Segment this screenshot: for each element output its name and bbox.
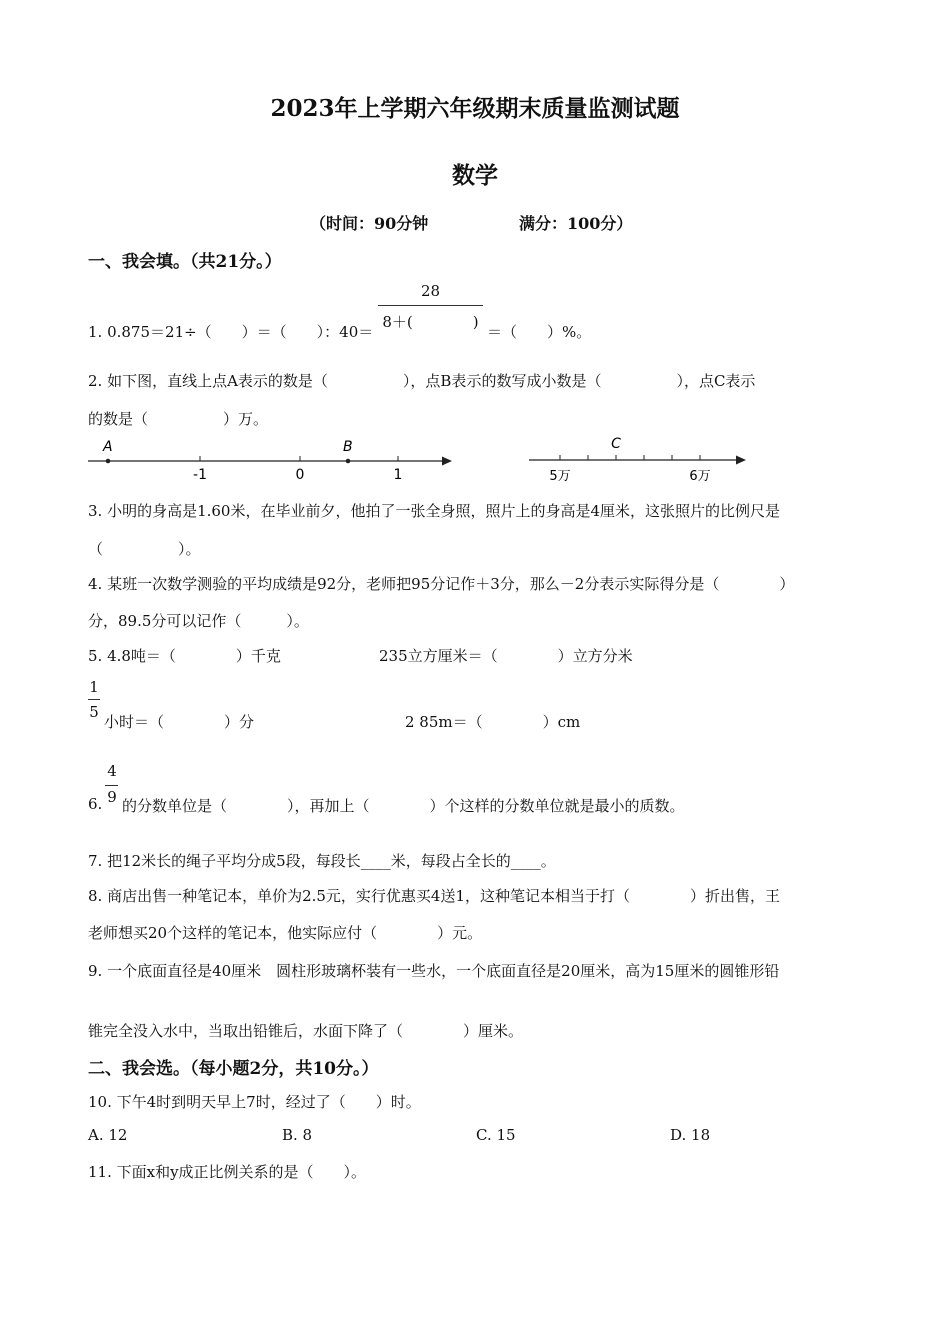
tick-5wan-label: 5万 [549, 469, 571, 484]
q2-line-2: 的数是（ ）万。 [88, 410, 269, 428]
exam-score: 满分：100分） [519, 214, 633, 233]
point-b-dot [346, 459, 351, 464]
exam-title: 2023年上学期六年级期末质量监测试题 [270, 95, 680, 122]
q2-line-1: 2. 如下图，直线上点A表示的数是（ ），点B表示的数写成小数是（ ），点C表示 [88, 372, 756, 390]
q5-part-a: 5. 4.8吨＝（ ）千克 [88, 647, 281, 665]
q5-fraction-numerator: 1 [89, 678, 99, 696]
q10-option-a[interactable]: A. 12 [88, 1126, 128, 1144]
tick-0-label: 0 [295, 467, 305, 483]
point-a-label: A [103, 439, 113, 455]
q5-part-c: 小时＝（ ）分 [104, 713, 255, 731]
tick-1-label: 1 [393, 467, 403, 483]
section-1-heading: 一、我会填。（共21分。） [88, 252, 282, 272]
q6-prefix: 6. [88, 795, 103, 813]
q8-line-1: 8. 商店出售一种笔记本，单价为2.5元，实行优惠买4送1，这种笔记本相当于打（ ）折出售，王 [88, 887, 781, 905]
q8-line-2: 老师想买20个这样的笔记本，他实际应付（ ）元。 [88, 924, 483, 942]
q6-fraction-numerator: 4 [107, 762, 117, 780]
q6-fraction-denominator: 9 [107, 788, 117, 806]
q5-fraction-denominator: 5 [89, 703, 99, 721]
section-2-heading: 二、我会选。（每小题2分，共10分。） [88, 1059, 379, 1079]
q3-line-1: 3. 小明的身高是1.60米，在毕业前夕，他拍了一张全身照，照片上的身高是4厘米，这张照片的比例尺是 [88, 502, 781, 520]
q3-line-2: （ ）。 [88, 540, 201, 558]
q4-line-2: 分，89.5分可以记作（ ）。 [88, 612, 309, 630]
q1-left-text: 1. 0.875＝21÷（ ）＝（ ）：40＝ [88, 323, 374, 341]
q6-fraction-bar [105, 785, 118, 786]
point-b-label: B [343, 439, 353, 455]
q1-right-text: ＝（ ）%。 [487, 323, 592, 341]
q6-text: 的分数单位是（ ），再加上（ ）个这样的分数单位就是最小的质数。 [122, 797, 685, 815]
q10-option-d[interactable]: D. 18 [670, 1126, 711, 1144]
point-c-label: C [611, 436, 621, 452]
q9-line-2: 锥完全没入水中，当取出铅锥后，水面下降了（ ）厘米。 [88, 1022, 524, 1040]
q11-text: 11. 下面x和y成正比例关系的是（ ）。 [88, 1163, 367, 1181]
q1-fraction-denominator: 8＋( ) [382, 313, 479, 331]
arrow-icon [736, 456, 746, 465]
tick-6wan-label: 6万 [689, 469, 711, 484]
arrow-icon [442, 457, 452, 466]
q5-part-b: 235立方厘米＝（ ）立方分米 [379, 647, 633, 665]
number-line-figures [80, 432, 760, 488]
q10-option-b[interactable]: B. 8 [282, 1126, 313, 1144]
q1-fraction-numerator: 28 [420, 282, 441, 300]
q10-text: 10. 下午4时到明天早上7时，经过了（ ）时。 [88, 1093, 421, 1111]
exam-time: （时间：90分钟 [310, 214, 429, 233]
q7-text: 7. 把12米长的绳子平均分成5段，每段长____米，每段占全长的____。 [88, 852, 556, 870]
q5-part-d: 2 85m＝（ ）cm [405, 713, 581, 731]
q10-option-c[interactable]: C. 15 [476, 1126, 516, 1144]
q5-fraction-bar [88, 699, 100, 700]
subject-title: 数学 [452, 162, 498, 189]
q9-line-1: 9. 一个底面直径是40厘米 圆柱形玻璃杯装有一些水，一个底面直径是20厘米，高为15厘米的圆锥形铅 [88, 962, 780, 980]
point-a-dot [106, 459, 111, 464]
q4-line-1: 4. 某班一次数学测验的平均成绩是92分，老师把95分记作＋3分，那么－2分表示实际得分是（ ） [88, 575, 795, 593]
q1-fraction-bar [378, 305, 483, 306]
tick-neg1-label: -1 [193, 467, 207, 483]
